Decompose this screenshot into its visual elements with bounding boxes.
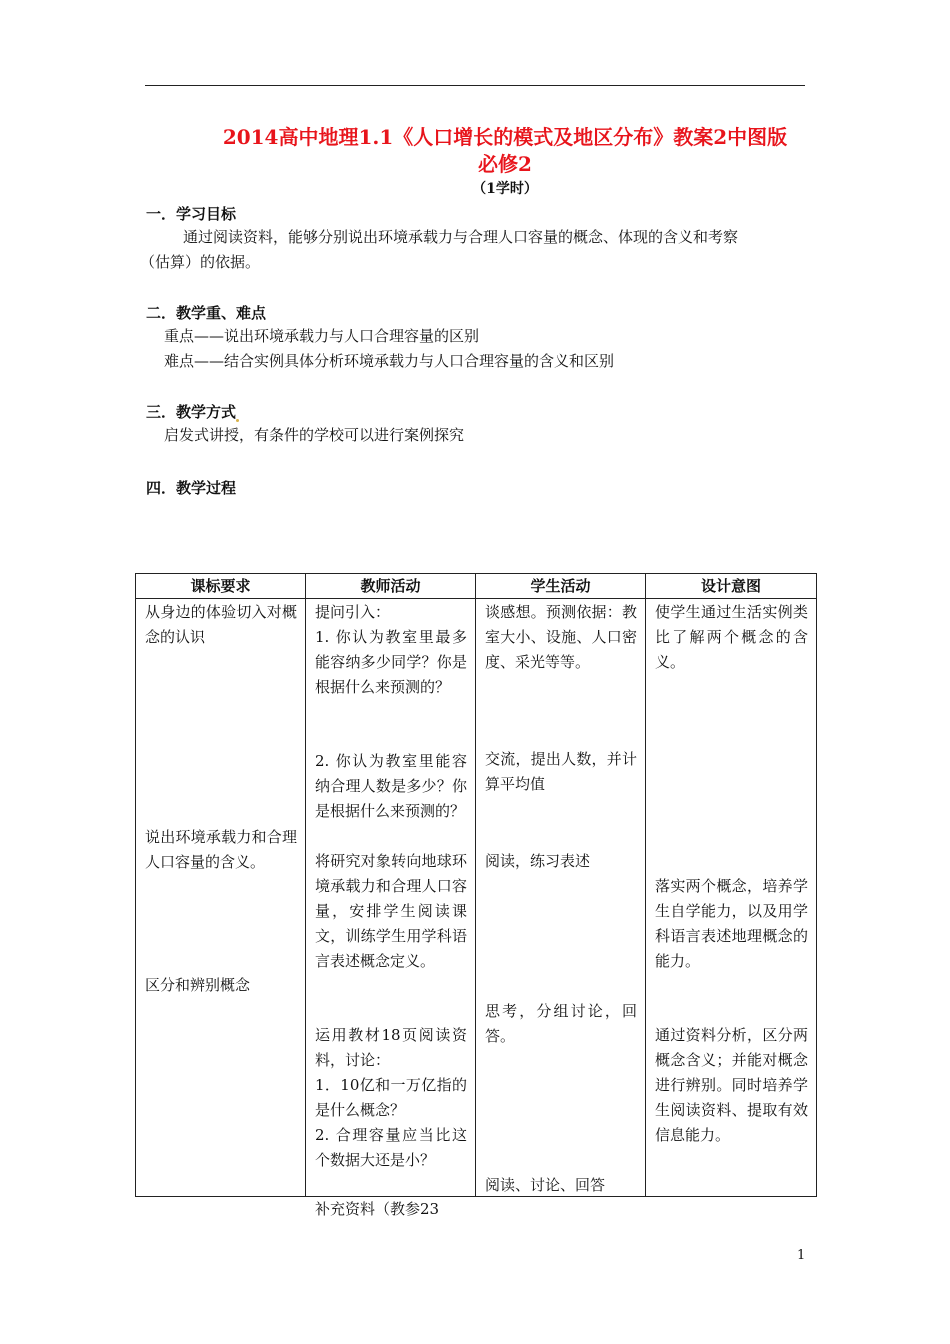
teacher-activity-item: 1．10亿和一万亿指的是什么概念？ [315,1076,467,1119]
page-number: 1 [797,1248,806,1263]
student-activity-cell [476,599,646,1197]
header-rule [145,85,805,86]
header-curriculum-requirement: 课标要求 [136,574,306,599]
student-activity-item: 谈感想。预测依据：教室大小、设施、人口密度、采光等等。 [485,603,637,671]
design-intent-cell [646,599,817,1197]
teacher-activity-item: 补充资料（教参23 [315,1200,440,1218]
teacher-activity-item: 将研究对象转向地球环境承载力和合理人口容量，安排学生阅读课文，训练学生用学科语言表述概念定义。 [315,852,467,970]
difficult-point-text: 难点——结合实例具体分析环境承载力与人口合理容量的含义和区别 [164,352,615,370]
curriculum-item: 说出环境承载力和合理人口容量的含义。 [145,828,297,871]
student-activity-item: 阅读、讨论、回答 [485,1176,606,1194]
teaching-method-text: 启发式讲授，有条件的学校可以进行案例探究 [164,426,465,444]
objectives-text-line2: （估算）的依据。 [140,253,261,271]
duration-label: （1学时） [472,181,538,197]
curriculum-item: 从身边的体验切入对概念的认识 [145,603,297,646]
student-activity-item: 阅读，练习表述 [485,852,591,870]
objectives-text-line1: 通过阅读资料，能够分别说出环境承载力与合理人口容量的概念、体现的含义和考察 [183,228,739,246]
document-title-line1: 2014高中地理1.1《人口增长的模式及地区分布》教案2中图版 [222,125,788,149]
student-activity-item: 思考，分组讨论，回答。 [485,1002,637,1045]
design-intent-item: 通过资料分析，区分两概念含义；并能对概念进行辨别。同时培养学生阅读资料、提取有效信息能力。 [655,1026,808,1144]
section-heading-teaching-process: 四．教学过程 [146,479,237,497]
teacher-activity-item: 1. 你认为教室里最多能容纳多少同学？你是根据什么来预测的？ [315,628,467,696]
key-point-text: 重点——说出环境承载力与人口合理容量的区别 [164,327,480,345]
header-teacher-activity: 教师活动 [306,574,476,599]
curriculum-cell [136,599,306,1197]
section-heading-teaching-method: 三．教学方式 [146,401,239,422]
design-intent-item: 使学生通过生活实例类比了解两个概念的含义。 [655,603,808,671]
mark-dot [236,419,239,422]
header-design-intent: 设计意图 [646,574,817,599]
table-header-row [136,574,817,599]
document-title-line2: 必修2 [478,152,532,176]
section-heading-key-points: 二．教学重、难点 [146,304,267,322]
section-heading-objectives: 一．学习目标 [146,205,237,223]
curriculum-item: 区分和辨别概念 [145,976,251,994]
teacher-activity-cell [306,599,476,1218]
table-row [136,599,817,1197]
teacher-activity-item: 2. 合理容量应当比这个数据大还是小？ [315,1126,467,1169]
teacher-activity-item: 运用教材18页阅读资料，讨论： [315,1026,467,1069]
student-activity-item: 交流，提出人数，并计算平均值 [485,750,637,793]
teacher-activity-item: 提问引入： [315,603,391,621]
teaching-process-table [135,573,817,1218]
header-student-activity: 学生活动 [476,574,646,599]
teacher-activity-item: 2. 你认为教室里能容纳合理人数是多少？你是根据什么来预测的？ [315,752,467,820]
design-intent-item: 落实两个概念，培养学生自学能力，以及用学科语言表述地理概念的能力。 [655,877,808,970]
